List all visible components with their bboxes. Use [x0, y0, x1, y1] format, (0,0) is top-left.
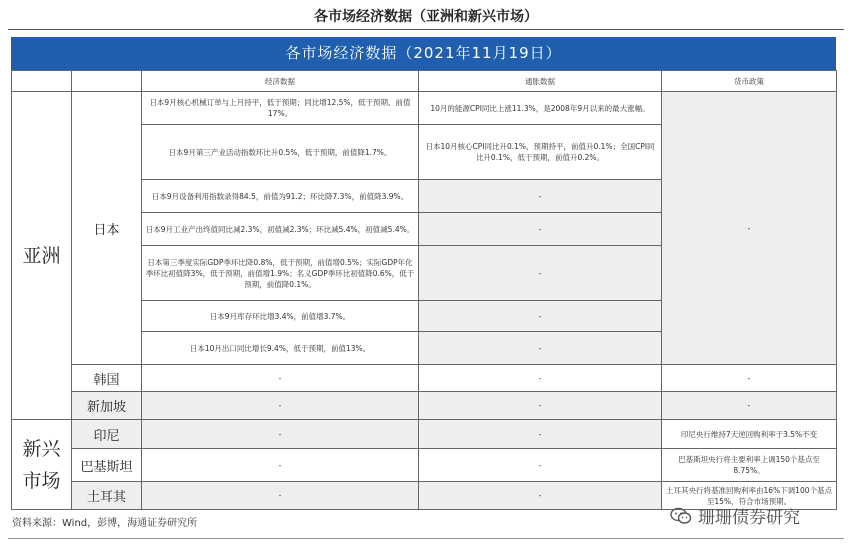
inflation-cell: -	[419, 365, 662, 392]
table-row	[12, 392, 837, 420]
inflation-cell: -	[419, 449, 662, 482]
header-blank	[12, 71, 72, 92]
monetary-cell: -	[662, 365, 837, 392]
economic-cell: 日本9月工业产出终值同比减2.3%，初值减2.3%；环比减5.4%，初值减5.4%。	[142, 213, 419, 246]
economic-cell: 日本10月出口同比增长9.4%，低于预期，前值13%。	[142, 332, 419, 365]
economic-cell: -	[142, 482, 419, 510]
economic-cell: 日本9月第三产业活动指数环比升0.5%，低于预期，前值降1.7%。	[142, 125, 419, 180]
country-indonesia: 印尼	[72, 420, 142, 449]
table-row	[12, 92, 837, 125]
economic-cell: 日本9月库存环比增3.4%，前值增3.7%。	[142, 301, 419, 332]
title-divider	[8, 29, 844, 30]
inflation-cell: -	[419, 213, 662, 246]
header-inflation: 通胀数据	[419, 71, 662, 92]
inflation-cell: -	[419, 482, 662, 510]
inflation-cell: -	[419, 332, 662, 365]
table-banner: 各市场经济数据（2021年11月19日）	[11, 37, 836, 70]
country-korea: 韩国	[72, 365, 142, 392]
footer-divider	[8, 538, 844, 539]
header-monetary: 货币政策	[662, 71, 837, 92]
economic-cell: 日本9月核心机械订单与上月持平，低于预期；同比增12.5%，低于预期、前值17%。	[142, 92, 419, 125]
inflation-cell: -	[419, 180, 662, 213]
inflation-cell: -	[419, 420, 662, 449]
watermark	[670, 503, 800, 528]
inflation-cell: 日本10月核心CPI同比升0.1%，预期持平，前值升0.1%；全国CPI同比升0.1%，低于预期，前值升0.2%。	[419, 125, 662, 180]
monetary-cell: 土耳其央行将基准回购利率由16%下调100个基点至15%，符合市场预期。	[662, 482, 837, 510]
table-row	[12, 420, 837, 449]
inflation-cell: 10月的能源CPI同比上涨11.3%，是2008年9月以来的最大涨幅。	[419, 92, 662, 125]
header-row	[12, 71, 837, 92]
watermark-text: 珊珊债券研究	[698, 508, 800, 528]
country-turkey: 土耳其	[72, 482, 142, 510]
economic-cell: -	[142, 392, 419, 420]
header-blank	[72, 71, 142, 92]
region-emerging: 新兴 市场	[12, 420, 72, 510]
inflation-cell: -	[419, 301, 662, 332]
monetary-cell: 巴基斯坦央行将主要利率上调150个基点至8.75%。	[662, 449, 837, 482]
economic-cell: -	[142, 420, 419, 449]
economic-cell: 日本第三季度实际GDP季环比降0.8%，低于预期，前值增0.5%；实际GDP年化季环比初值降3%，低于预期，前值增1.9%；名义GDP季环比初值降0.6%，低于预期，前值降0.1%。	[142, 246, 419, 301]
economic-data-table	[11, 70, 837, 510]
country-pakistan: 巴基斯坦	[72, 449, 142, 482]
source-note: 资料来源：Wind，彭博，海通证券研究所	[12, 518, 198, 529]
monetary-cell: 印尼央行维持7天逆回购利率于3.5%不变	[662, 420, 837, 449]
table-row	[12, 449, 837, 482]
wechat-icon	[670, 507, 692, 525]
economic-cell: 日本9月设备利用指数录得84.5，前值为91.2；环比降7.3%，前值降3.9%。	[142, 180, 419, 213]
table-row	[12, 365, 837, 392]
inflation-cell: -	[419, 246, 662, 301]
economic-cell: -	[142, 365, 419, 392]
region-asia: 亚洲	[12, 92, 72, 420]
economic-cell: -	[142, 449, 419, 482]
header-economic: 经济数据	[142, 71, 419, 92]
monetary-cell: -	[662, 392, 837, 420]
monetary-cell: -	[662, 92, 837, 365]
country-singapore: 新加坡	[72, 392, 142, 420]
inflation-cell: -	[419, 392, 662, 420]
document-title: 各市场经济数据（亚洲和新兴市场）	[314, 9, 538, 25]
country-japan: 日本	[72, 92, 142, 365]
